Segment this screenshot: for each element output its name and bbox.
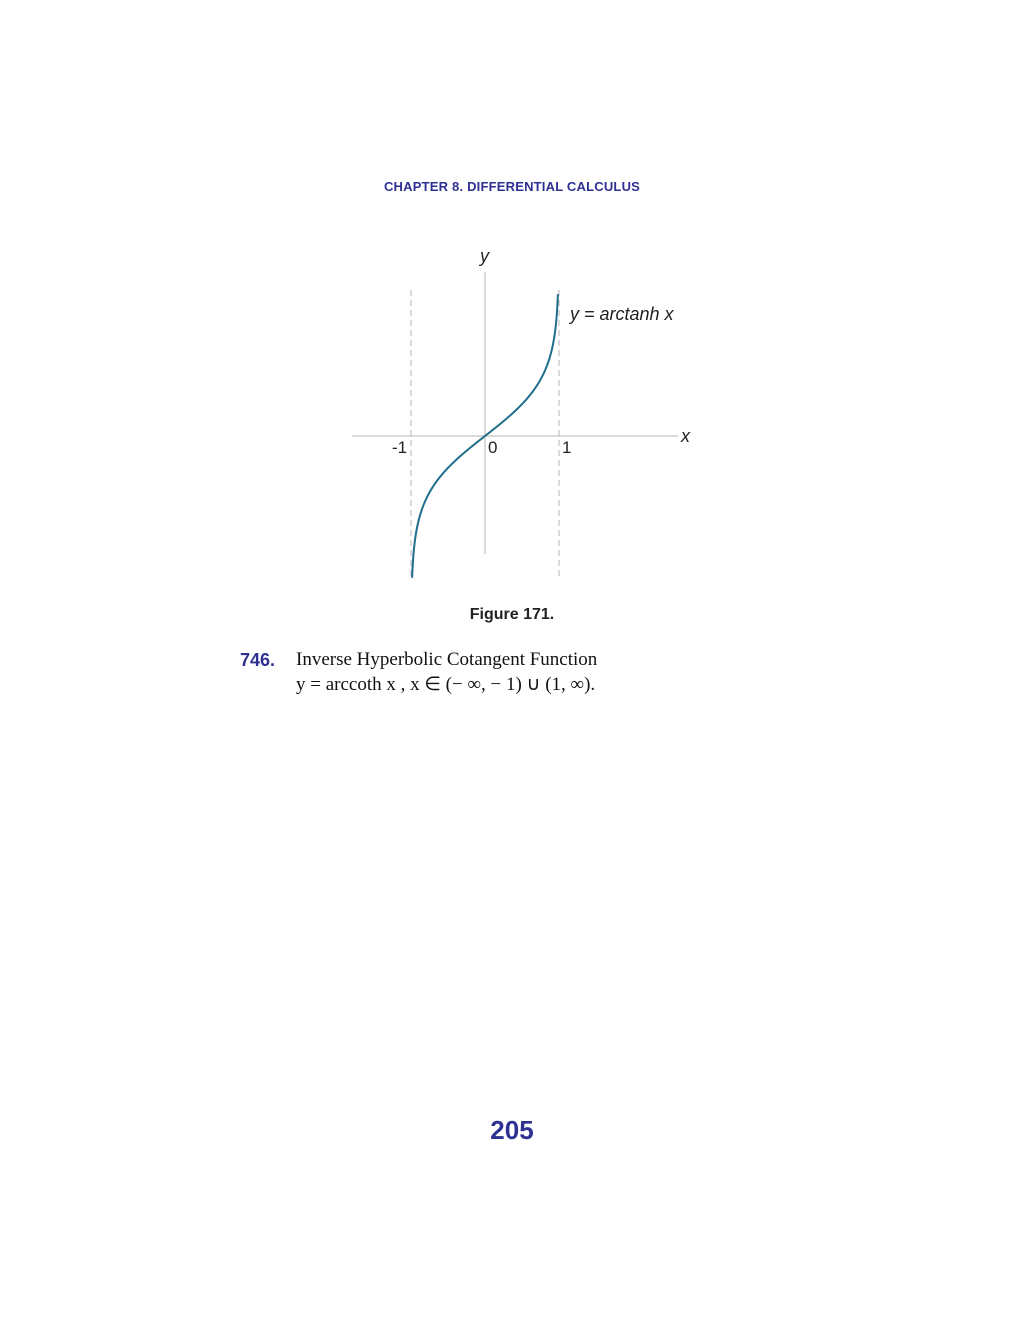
figure-caption: Figure 171. [469, 606, 555, 623]
item-number: 746. [240, 650, 276, 670]
x-axis-label: x [681, 426, 690, 446]
arctanh-plot [340, 236, 710, 596]
page-number: 205 [490, 1115, 534, 1145]
tick-label-neg1: -1 [392, 438, 408, 457]
item-title: Inverse Hyperbolic Cotangent Function [296, 649, 598, 670]
item-formula: y = arccoth x , x ∈ (− ∞, − 1) ∪ (1, ∞). [296, 674, 596, 695]
curve-label: y = arctanh x [570, 304, 674, 324]
chapter-header: CHAPTER 8. DIFFERENTIAL CALCULUS [383, 179, 641, 194]
tick-label-0: 0 [488, 438, 498, 457]
figure-171 [340, 236, 710, 596]
tick-label-1: 1 [562, 438, 572, 457]
y-axis-label: y [480, 246, 489, 266]
